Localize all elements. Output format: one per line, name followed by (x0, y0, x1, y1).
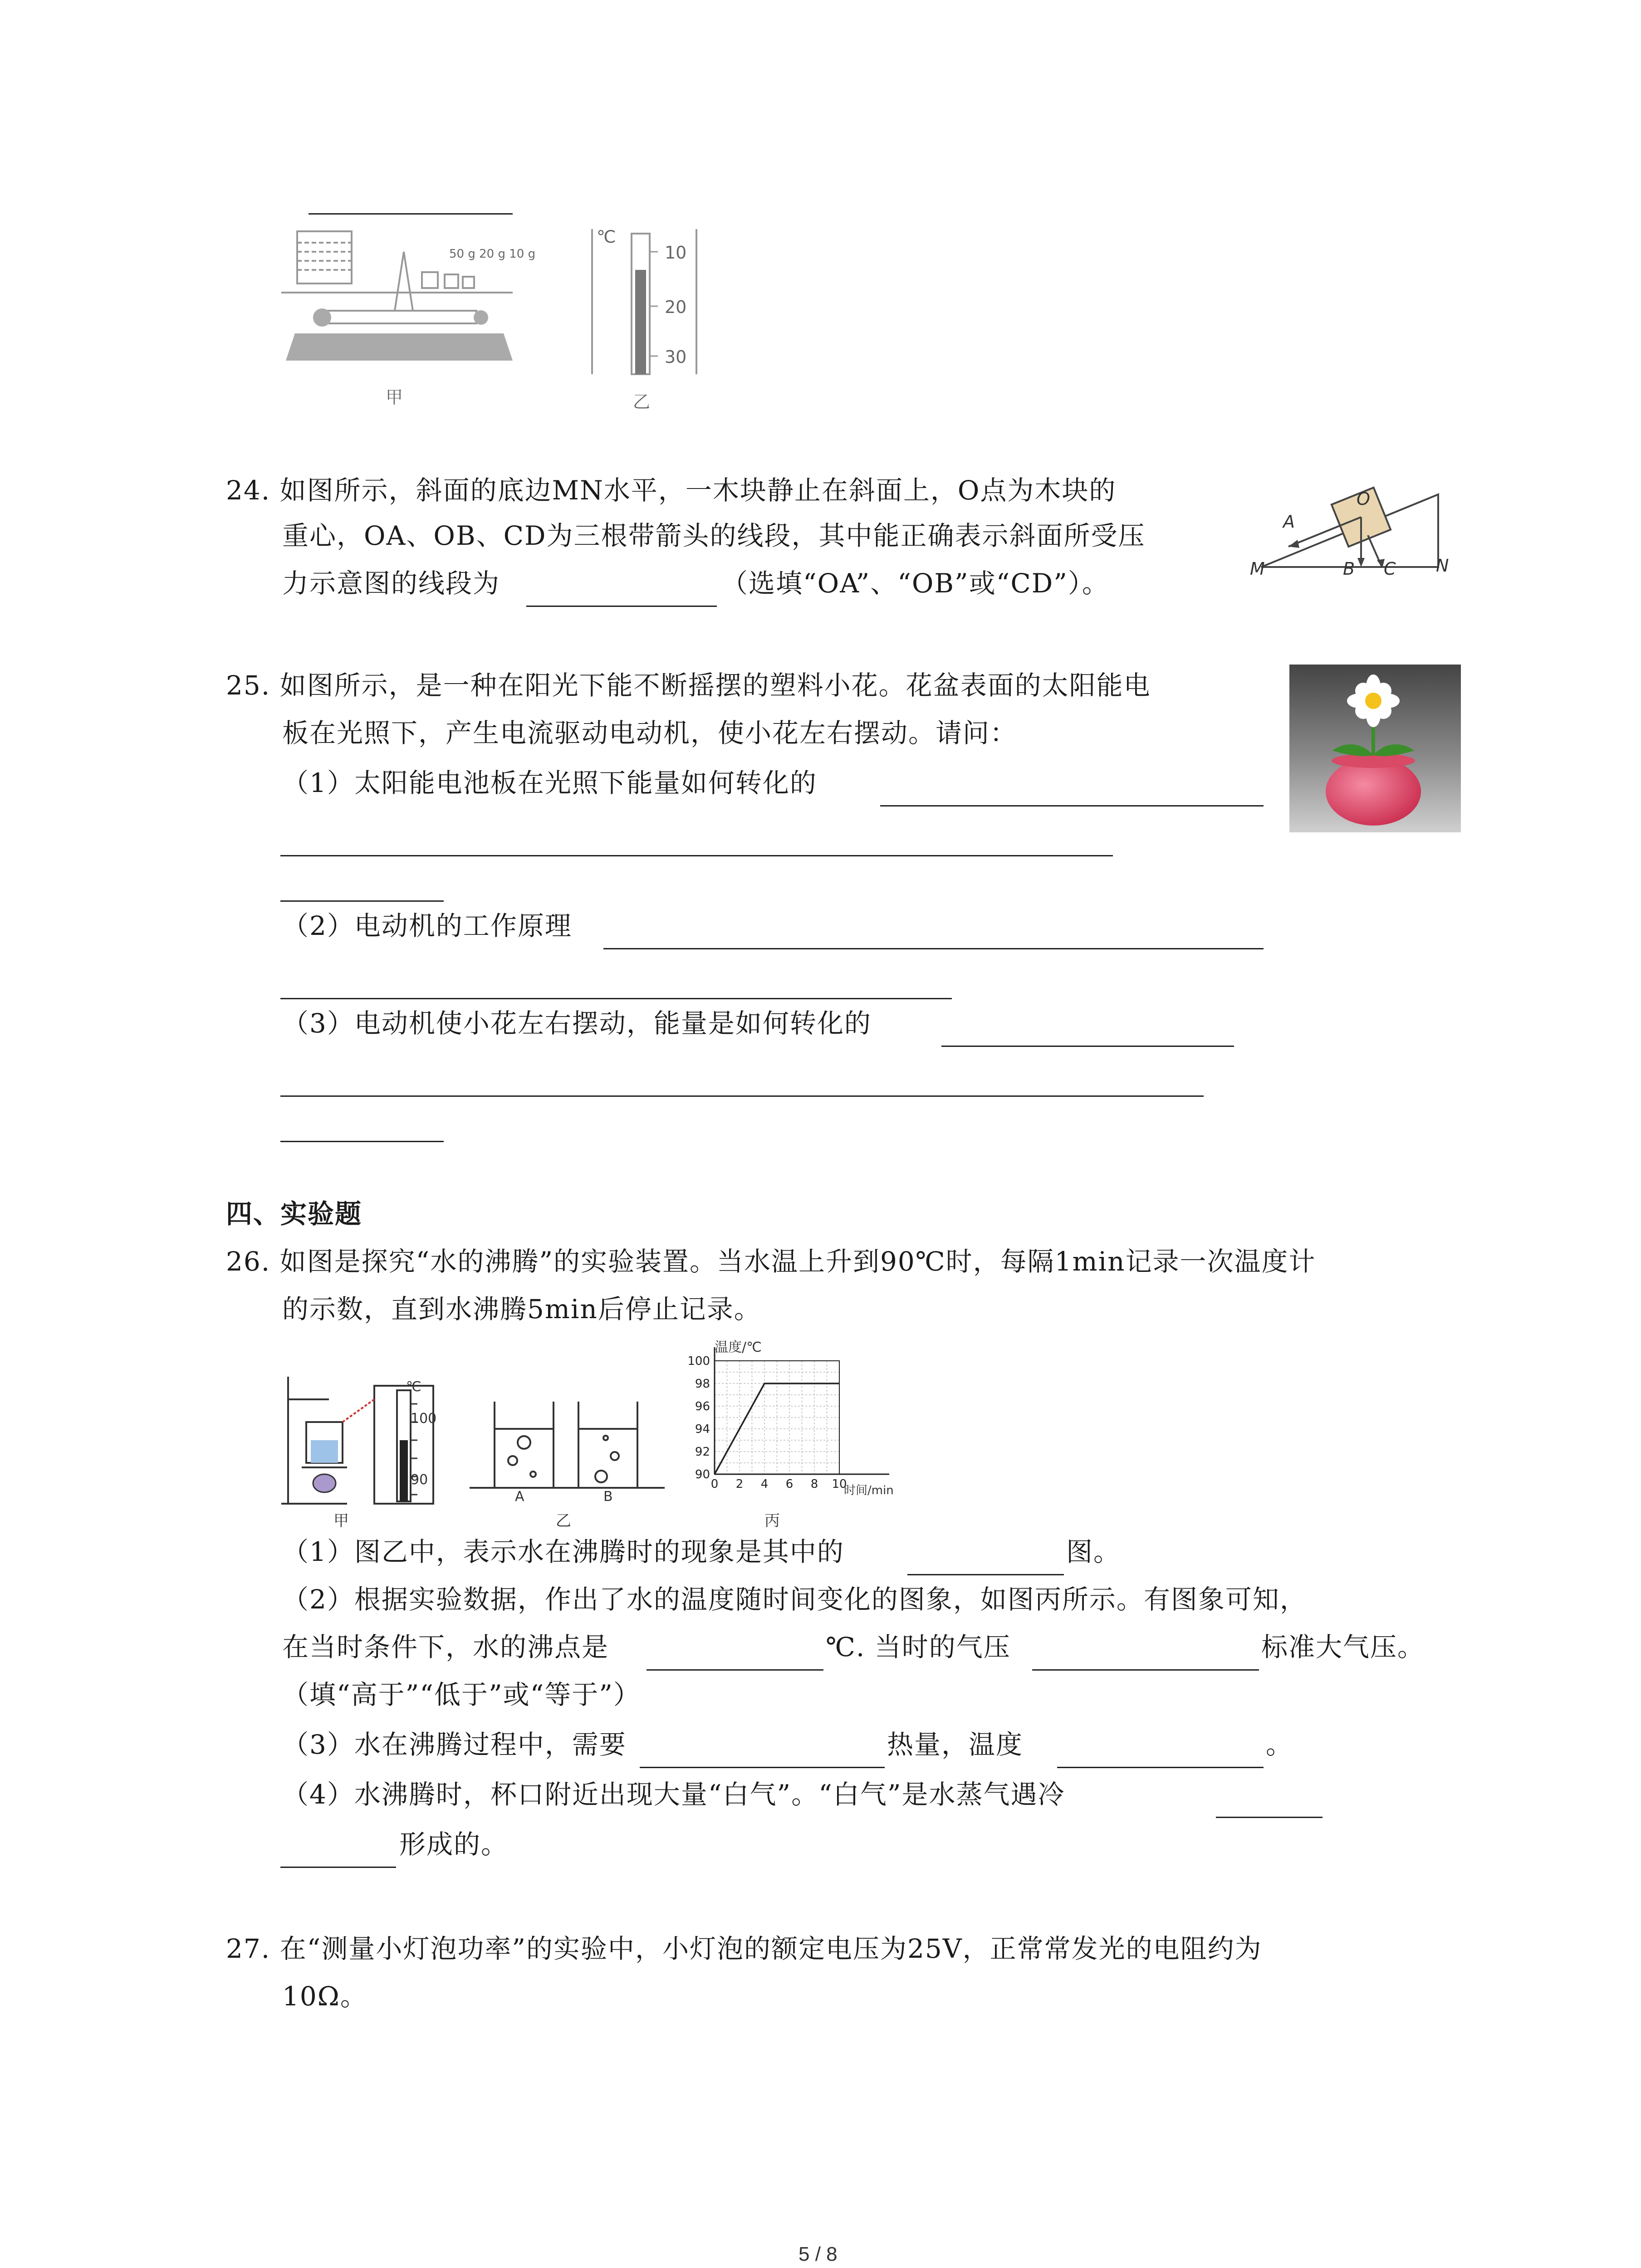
q25-sub3-blank-c[interactable] (280, 1141, 444, 1142)
thermo-tick-30: 30 (665, 347, 687, 367)
q26-line1: 26. 如图是探究“水的沸腾”的实验装置。当水温上升到90℃时，每隔1min记录一次温度计 (226, 1246, 1316, 1277)
q26-sub2-line2a: 在当时条件下，水的沸点是 (282, 1632, 609, 1662)
q24-answer-blank[interactable] (526, 606, 717, 607)
q25-sub3-blank-b[interactable] (280, 1095, 1204, 1097)
figure-label-bing: 丙 (764, 1512, 780, 1530)
q26-sub2-blank-pressure[interactable] (1032, 1669, 1259, 1671)
q26-sub1b: 图。 (1066, 1536, 1121, 1567)
figure-label-yi-26: 乙 (556, 1512, 571, 1530)
q26-sub1a: （1）图乙中，表示水在沸腾时的现象是其中的 (282, 1536, 844, 1567)
q25-sub1: （1）太阳能电池板在光照下能量如何转化的 (282, 767, 817, 798)
flower-photo (1289, 665, 1461, 832)
q26-sub4b: 形成的。 (399, 1829, 509, 1860)
q26-sub3c: 。 (1266, 1729, 1293, 1760)
answer-blank-top[interactable] (309, 213, 513, 215)
y-tick-label: 100 (687, 1354, 710, 1368)
q26-sub2-line2c: 标准大气压。 (1261, 1632, 1425, 1662)
app-thermo-unit: ℃ (406, 1379, 421, 1395)
q24-line3b: （选填“OA”、“OB”或“CD”）。 (721, 568, 1109, 599)
q25-sub3: （3）电动机使小花左右摆动，能量是如何转化的 (282, 1008, 872, 1039)
q25-line1: 25. 如图所示，是一种在阳光下能不断摇摆的塑料小花。花盆表面的太阳能电 (226, 670, 1151, 701)
q27-line2: 10Ω。 (282, 1981, 367, 2012)
thermometer-figure (590, 225, 708, 379)
q25-sub1-blank-c[interactable] (280, 900, 444, 902)
q26-sub3b: 热量，温度 (887, 1729, 1024, 1760)
temperature-chart (681, 1338, 926, 1501)
q26-sub4-blank-b[interactable] (280, 1867, 396, 1868)
y-tick-label: 92 (695, 1445, 710, 1459)
beaker-label-B: B (603, 1489, 613, 1505)
chart-xlabel: 时间/min (844, 1484, 894, 1497)
q26-sub2-line1: （2）根据实验数据，作出了水的温度随时间变化的图象，如图丙所示。有图象可知， (282, 1584, 1307, 1615)
x-tick-label: 10 (832, 1477, 847, 1491)
app-thermo-tick-90: 90 (411, 1472, 428, 1488)
boiling-apparatus-figure (279, 1372, 470, 1508)
q26-sub1-blank[interactable] (907, 1574, 1064, 1575)
q26-sub2-blank-boiling[interactable] (647, 1669, 823, 1671)
q26-sub2-line2b: ℃. 当时的气压 (826, 1632, 1011, 1662)
q24-line2: 重心，OA、OB、CD为三根带箭头的线段，其中能正确表示斜面所受压 (282, 520, 1146, 551)
q26-sub3a: （3）水在沸腾过程中，需要 (282, 1729, 627, 1760)
q25-sub3-blank-a[interactable] (941, 1046, 1234, 1047)
q25-sub2: （2）电动机的工作原理 (282, 910, 572, 941)
x-tick-label: 2 (735, 1477, 744, 1491)
beaker-label-A: A (515, 1489, 524, 1505)
q26-sub4-blank-a[interactable] (1216, 1817, 1323, 1818)
x-tick-label: 0 (710, 1477, 719, 1491)
q24-line3a: 力示意图的线段为 (282, 568, 500, 599)
figure-label-jia-26: 甲 (333, 1512, 349, 1530)
q27-line1: 27. 在“测量小灯泡功率”的实验中，小灯泡的额定电压为25V，正常常发光的电阻约为 (226, 1933, 1262, 1964)
y-tick-label: 90 (695, 1468, 710, 1481)
y-tick-label: 96 (695, 1400, 710, 1413)
figure-label-yi: 乙 (633, 392, 651, 412)
chart-ylabel: 温度/℃ (715, 1339, 762, 1355)
figure-label-jia: 甲 (386, 387, 403, 407)
beakers-figure (470, 1397, 665, 1501)
q25-line2: 板在光照下，产生电流驱动电动机，使小花左右摆动。请问： (282, 718, 1018, 748)
x-tick-label: 6 (785, 1477, 794, 1491)
thermo-tick-20: 20 (665, 297, 687, 317)
x-tick-label: 8 (810, 1477, 818, 1491)
incline-label-B: B (1343, 559, 1355, 579)
incline-label-O: O (1357, 489, 1370, 509)
q25-sub1-blank-a[interactable] (880, 805, 1264, 807)
q24-line1: 24. 如图所示，斜面的底边MN水平，一木块静止在斜面上，O点为木块的 (226, 475, 1117, 506)
q26-sub3-blank-temp[interactable] (1057, 1767, 1264, 1768)
page-number: 5 / 8 (798, 2243, 838, 2265)
incline-label-M: M (1250, 559, 1265, 579)
thermo-tick-10: 10 (665, 243, 687, 263)
q25-sub2-blank-a[interactable] (603, 948, 1264, 949)
q25-sub2-blank-b[interactable] (280, 998, 952, 999)
incline-label-N: N (1436, 556, 1449, 576)
q26-sub4a: （4）水沸腾时，杯口附近出现大量“白气”。“白气”是水蒸气遇冷 (282, 1779, 1065, 1810)
q25-sub1-blank-b[interactable] (280, 855, 1113, 856)
q26-sub3-blank-heat[interactable] (640, 1767, 885, 1768)
y-tick-label: 94 (695, 1422, 710, 1436)
app-thermo-tick-100: 100 (411, 1411, 437, 1427)
x-tick-label: 4 (760, 1477, 769, 1491)
section4-title: 四、实验题 (226, 1198, 362, 1229)
incline-label-A: A (1283, 512, 1295, 532)
y-tick-label: 98 (695, 1377, 710, 1391)
q26-line2: 的示数，直到水沸腾5min后停止记录。 (282, 1294, 761, 1325)
incline-label-C: C (1384, 559, 1396, 579)
weights-label: 50 g 20 g 10 g (449, 247, 536, 261)
thermo-unit: ℃ (597, 227, 616, 247)
q26-sub2-line3: （填“高于”“低于”或“等于”） (282, 1679, 641, 1710)
